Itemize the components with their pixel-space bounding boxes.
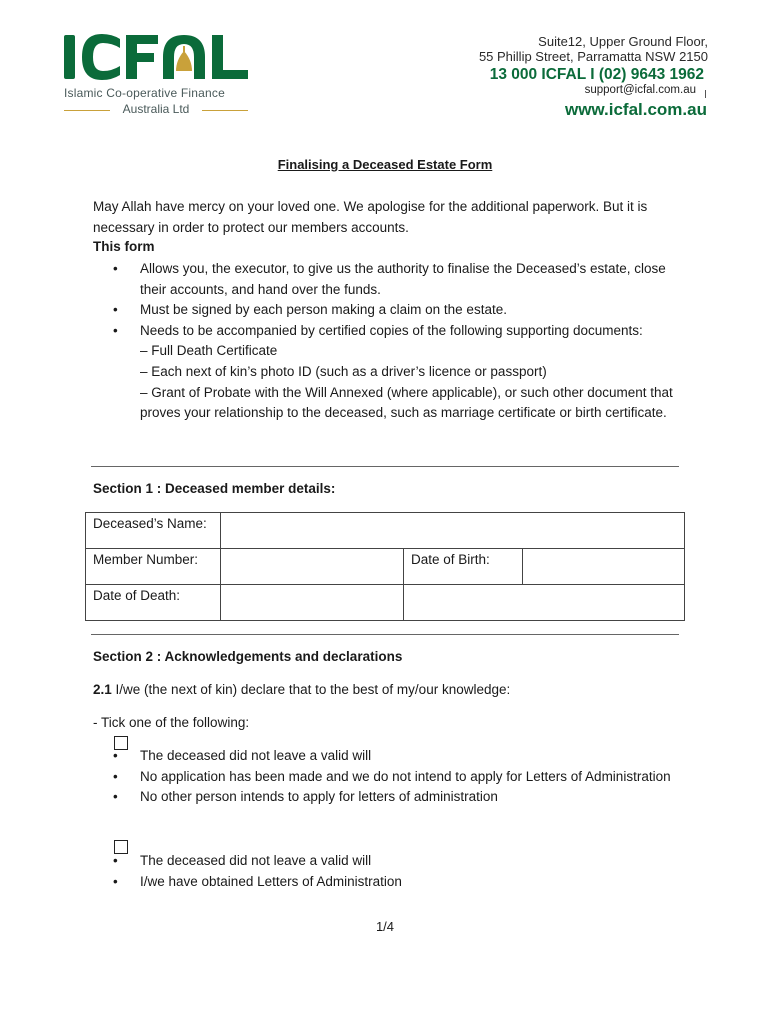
brand-name-line2: Australia Ltd [122,102,190,116]
bullet-icon: • [113,261,118,276]
support-email[interactable]: support@icfal.com.au [584,84,696,96]
member-number-label: Member Number: [86,549,221,585]
section1-heading: Section 1 : Deceased member details: [93,481,336,496]
page-number: 1/4 [375,919,395,934]
address-line2: 55 Phillip Street, Parramatta NSW 2150 [478,49,708,64]
list-item: • Allows you, the executor, to give us the authority to finalise the Deceased’s estate, close their accounts, and hand over the funds. [113,261,666,297]
dod-field[interactable] [221,585,404,621]
divider [91,634,679,635]
text-cursor [705,90,706,98]
declaration-text: I/we (the next of kin) declare that to the best of my/our knowledge: [111,682,511,697]
bullet-icon: • [113,768,118,784]
section2-heading: Section 2 : Acknowledgements and declarations [93,649,403,664]
list-item: • No application has been made and we do not intend to apply for Letters of Administration [113,767,683,788]
bullet-icon: • [113,853,118,868]
supporting-doc-death-certificate: – Full Death Certificate [140,343,278,359]
bullet-icon: • [113,789,118,805]
deceased-name-label: Deceased’s Name: [86,513,221,549]
dod-extra-field[interactable] [404,585,685,621]
brand-name-line1: Islamic Co-operative Finance [64,86,225,100]
deceased-details-table [85,512,685,621]
declaration-2-1 [93,680,683,701]
address-line1: Suite12, Upper Ground Floor, [538,34,708,49]
list-item: • No other person intends to apply for letters of administration [113,787,683,808]
dob-label: Date of Birth: [404,549,523,585]
bullet-icon: • [113,302,118,318]
divider [91,466,679,467]
list-item: • Must be signed by each person making a claim on the estate. [113,300,683,321]
supporting-doc-photo-id: – Each next of kin’s photo ID (such as a driver’s licence or passport) [140,363,547,379]
list-item: • I/we have obtained Letters of Administration [113,872,683,893]
website-link[interactable]: www.icfal.com.au [564,100,707,119]
supporting-doc-probate: – Grant of Probate with the Will Annexed (where applicable), or such other document that proves your relationship to the deceased, such as marriage certificate or birth certificate. [140,384,673,421]
bullet-icon: • [113,322,118,338]
this-form-list [113,259,683,424]
brand-divider-right [202,110,248,111]
dod-label: Date of Death: [86,585,221,621]
tick-instruction: - Tick one of the following: [93,715,250,730]
dob-field[interactable] [523,549,685,585]
phone-number: 13 000 ICFAL I (02) 9643 1962 [489,66,704,83]
deceased-name-field[interactable] [221,513,685,549]
intro-paragraph: May Allah have mercy on your loved one. We apologise for the additional paperwork. But it is necessary in order to protect our members accounts. [93,199,648,235]
option1-list [113,746,683,808]
list-item: • The deceased did not leave a valid will [113,746,683,767]
this-form-heading: This form [93,239,155,254]
list-item: • The deceased did not leave a valid will [113,851,683,872]
option2-list [113,851,683,892]
declaration-number: 2.1 [93,682,112,697]
list-item: • Needs to be accompanied by certified copies of the following supporting documents: – Full Death Certificate – Each next of kin’s photo ID (such as a driver’s licence or passport) – Grant of Probate with the Will Annexed (where applicable), or such other document that proves your relationship to the deceased, such as marriage certificate or birth certificate. [113,321,683,424]
bullet-icon: • [113,873,118,889]
member-number-field[interactable] [221,549,404,585]
bullet-icon: • [113,748,118,763]
form-title: Finalising a Deceased Estate Form [277,157,493,172]
